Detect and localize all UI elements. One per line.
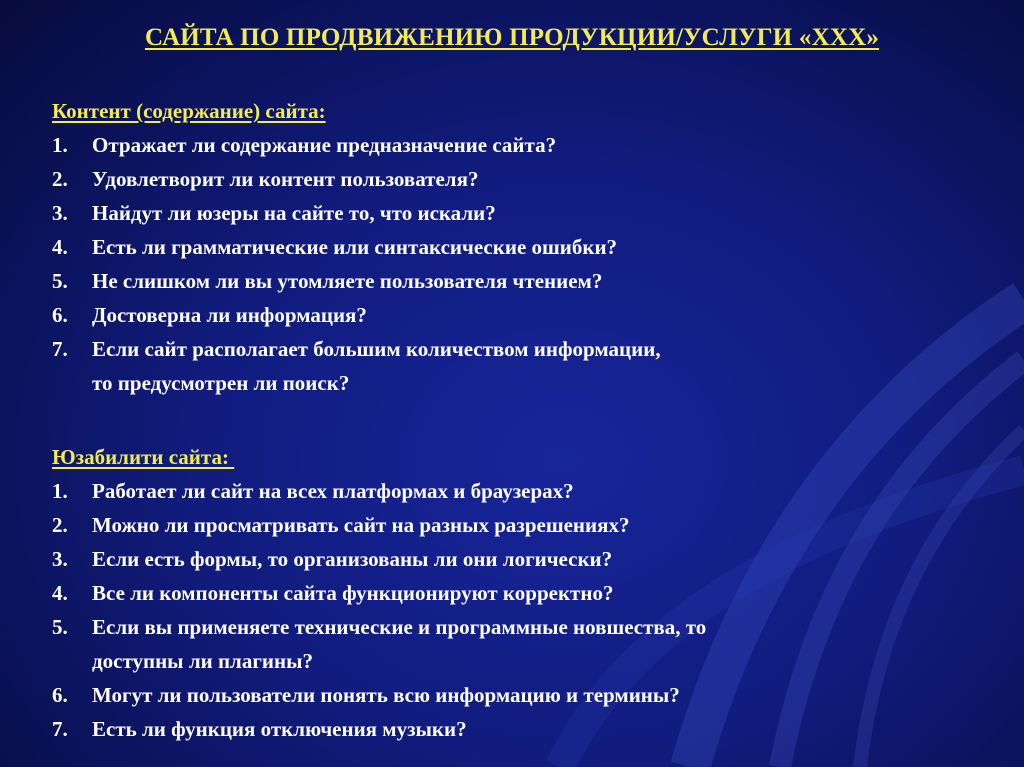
slide-title: САЙТА ПО ПРОДВИЖЕНИЮ ПРОДУКЦИИ/УСЛУГИ «XXX»	[144, 24, 880, 51]
list-item	[52, 508, 1002, 542]
item-number: 5.	[52, 615, 68, 639]
item-text	[92, 332, 1002, 400]
list-item	[52, 128, 1002, 162]
section-heading: Юзабилити сайта:	[52, 445, 235, 469]
list-item	[52, 264, 1002, 298]
item-text	[92, 508, 1002, 542]
list-item	[52, 162, 1002, 196]
item-line: Работает ли сайт на всех платформах и браузерах?	[92, 479, 574, 503]
item-line: Могут ли пользователи понять всю информацию и термины?	[92, 683, 680, 707]
item-number: 4.	[52, 235, 68, 259]
item-line: доступны ли плагины?	[92, 649, 313, 673]
item-number: 6.	[52, 303, 68, 327]
list-item	[52, 474, 1002, 508]
item-line: Отражает ли содержание предназначение сайта?	[92, 133, 557, 157]
item-text	[92, 712, 1002, 746]
item-text	[92, 542, 1002, 576]
item-text	[92, 298, 1002, 332]
list-item	[52, 576, 1002, 610]
checklist	[52, 474, 1002, 746]
item-number: 7.	[52, 337, 68, 361]
item-number: 1.	[52, 479, 68, 503]
item-line: Все ли компоненты сайта функционируют корректно?	[92, 581, 614, 605]
item-line: Есть ли функция отключения музыки?	[92, 717, 467, 741]
item-line: то предусмотрен ли поиск?	[92, 371, 350, 395]
section-content	[52, 94, 1002, 400]
item-number: 3.	[52, 547, 68, 571]
item-number: 2.	[52, 513, 68, 537]
list-item	[52, 678, 1002, 712]
item-text	[92, 230, 1002, 264]
item-line: Достоверна ли информация?	[92, 303, 367, 327]
item-line: Есть ли грамматические или синтаксические ошибки?	[92, 235, 618, 259]
item-text	[92, 196, 1002, 230]
item-number: 5.	[52, 269, 68, 293]
item-text	[92, 678, 1002, 712]
item-line: Если есть формы, то организованы ли они логически?	[92, 547, 613, 571]
item-text	[92, 576, 1002, 610]
item-number: 7.	[52, 717, 68, 741]
item-text	[92, 474, 1002, 508]
item-text	[92, 610, 1002, 678]
item-number: 1.	[52, 133, 68, 157]
item-text	[92, 162, 1002, 196]
section-usability	[52, 440, 1002, 746]
list-item	[52, 230, 1002, 264]
item-line: Можно ли просматривать сайт на разных разрешениях?	[92, 513, 630, 537]
list-item	[52, 542, 1002, 576]
section-heading: Контент (содержание) сайта:	[52, 99, 326, 123]
list-item	[52, 196, 1002, 230]
item-text	[92, 264, 1002, 298]
list-item	[52, 712, 1002, 746]
list-item	[52, 332, 1002, 400]
item-number: 6.	[52, 683, 68, 707]
item-number: 4.	[52, 581, 68, 605]
item-text	[92, 128, 1002, 162]
item-line: Не слишком ли вы утомляете пользователя чтением?	[92, 269, 603, 293]
list-item	[52, 298, 1002, 332]
checklist	[52, 128, 1002, 400]
item-line: Если сайт располагает большим количеством информации,	[92, 337, 661, 361]
item-line: Удовлетворит ли контент пользователя?	[92, 167, 479, 191]
item-line: Если вы применяете технические и программные новшества, то	[92, 615, 707, 639]
list-item	[52, 610, 1002, 678]
item-number: 3.	[52, 201, 68, 225]
item-line: Найдут ли юзеры на сайте то, что искали?	[92, 201, 496, 225]
item-number: 2.	[52, 167, 68, 191]
